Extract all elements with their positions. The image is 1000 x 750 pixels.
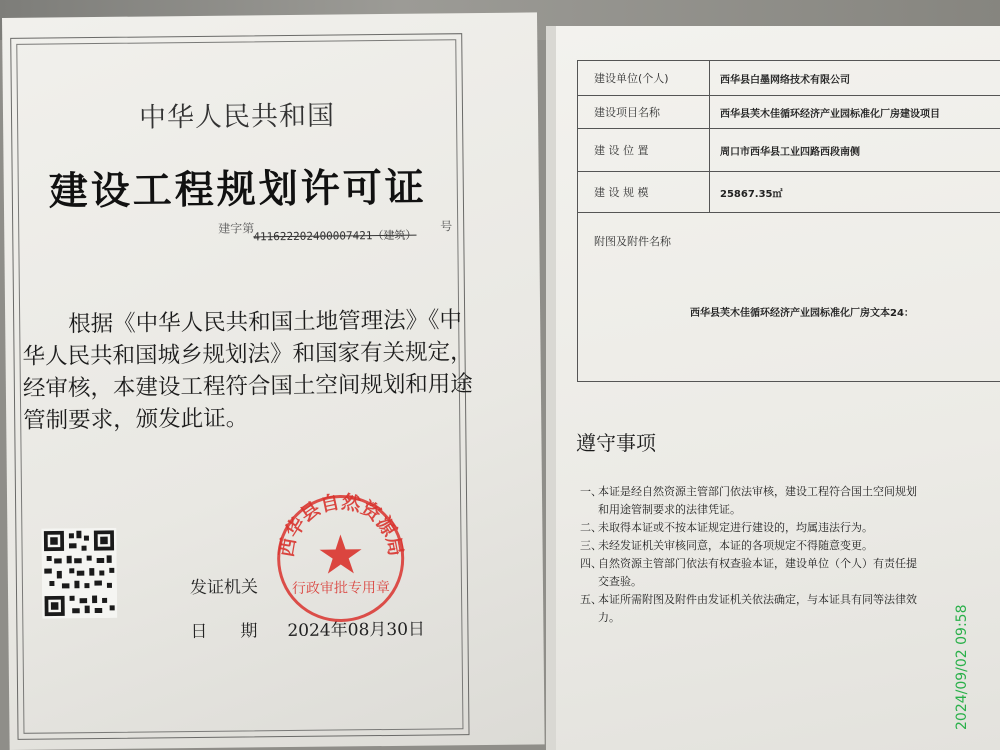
certificate-title: 建设工程规划许可证 (48, 165, 428, 215)
row-value: 25867.35㎡ (720, 188, 783, 200)
certificate-suffix: 号 (440, 219, 453, 234)
certificate-number-value: 411622202400007421（建筑） (253, 228, 417, 244)
body-line: 管制要求，颁发此证。 (23, 405, 249, 434)
cover-frame (10, 33, 474, 740)
note-item: 四、 自然资源主管部门依法有权查验本证，建设单位（个人）有责任提 (580, 557, 917, 570)
note-item: 力。 (598, 611, 620, 624)
note-item: 二、 未取得本证或不按本证规定进行建设的，均属违法行为。 (580, 521, 873, 534)
certificate-cover-page (2, 12, 545, 750)
note-item: 三、 未经发证机关审核同意，本证的各项规定不得随意变更。 (580, 539, 873, 552)
issue-date: 2024年08月30日 (287, 619, 426, 642)
row-label: 建设项目名称 (578, 96, 710, 128)
attachment-text: 西华县芙木佳循环经济产业园标准化厂房文本24： (690, 308, 914, 319)
body-line: 根据《中华人民共和国土地管理法》《中 (68, 307, 463, 338)
row-value: 西华县白墨网络技术有限公司 (720, 74, 850, 86)
table-row (578, 61, 1000, 96)
body-line: 华人民共和国城乡规划法》和国家有关规定， (22, 339, 473, 370)
certificate-body (22, 304, 474, 436)
note-item: 五、 本证所需附图及附件由发证机关依法确定，与本证具有同等法律效 (580, 593, 917, 606)
body-line: 经审核，本建设工程符合国土空间规划和用途 (22, 371, 474, 402)
row-value: 西华县芙木佳循环经济产业园标准化厂房建设项目 (720, 108, 940, 120)
note-item: 交查验。 (598, 575, 642, 588)
table-row (578, 129, 1000, 172)
project-info-table (577, 60, 1000, 382)
seal-subtext: 行政审批专用章 (291, 579, 391, 597)
qr-code-icon (41, 528, 117, 619)
date-label: 日 期 (190, 621, 266, 643)
photo-timestamp: 2024/09/02 09:58 (954, 604, 970, 730)
note-item: 一、 本证是经自然资源主管部门依法审核，建设工程符合国土空间规划 (580, 485, 917, 498)
certificate-number (218, 219, 453, 244)
notes-title: 遵守事项 (576, 431, 656, 455)
row-label: 建 设 位 置 (578, 129, 710, 171)
row-value: 周口市西华县工业四路西段南侧 (720, 146, 860, 158)
certificate-prefix: 建字第 (218, 221, 255, 236)
seal-text: 西华县自然资源局 (275, 490, 407, 559)
table-row (578, 96, 1000, 129)
row-label: 建设单位(个人) (578, 61, 710, 95)
notes-list (582, 484, 1000, 628)
row-label: 建 设 规 模 (578, 172, 710, 212)
issuer-label: 发证机关 (189, 577, 259, 599)
attachment-label: 附图及附件名称 (594, 235, 671, 248)
official-seal-icon (273, 491, 409, 627)
note-item: 和用途管制要求的法律凭证。 (598, 503, 741, 516)
table-row (578, 172, 1000, 213)
country-name: 中华人民共和国 (138, 100, 336, 134)
